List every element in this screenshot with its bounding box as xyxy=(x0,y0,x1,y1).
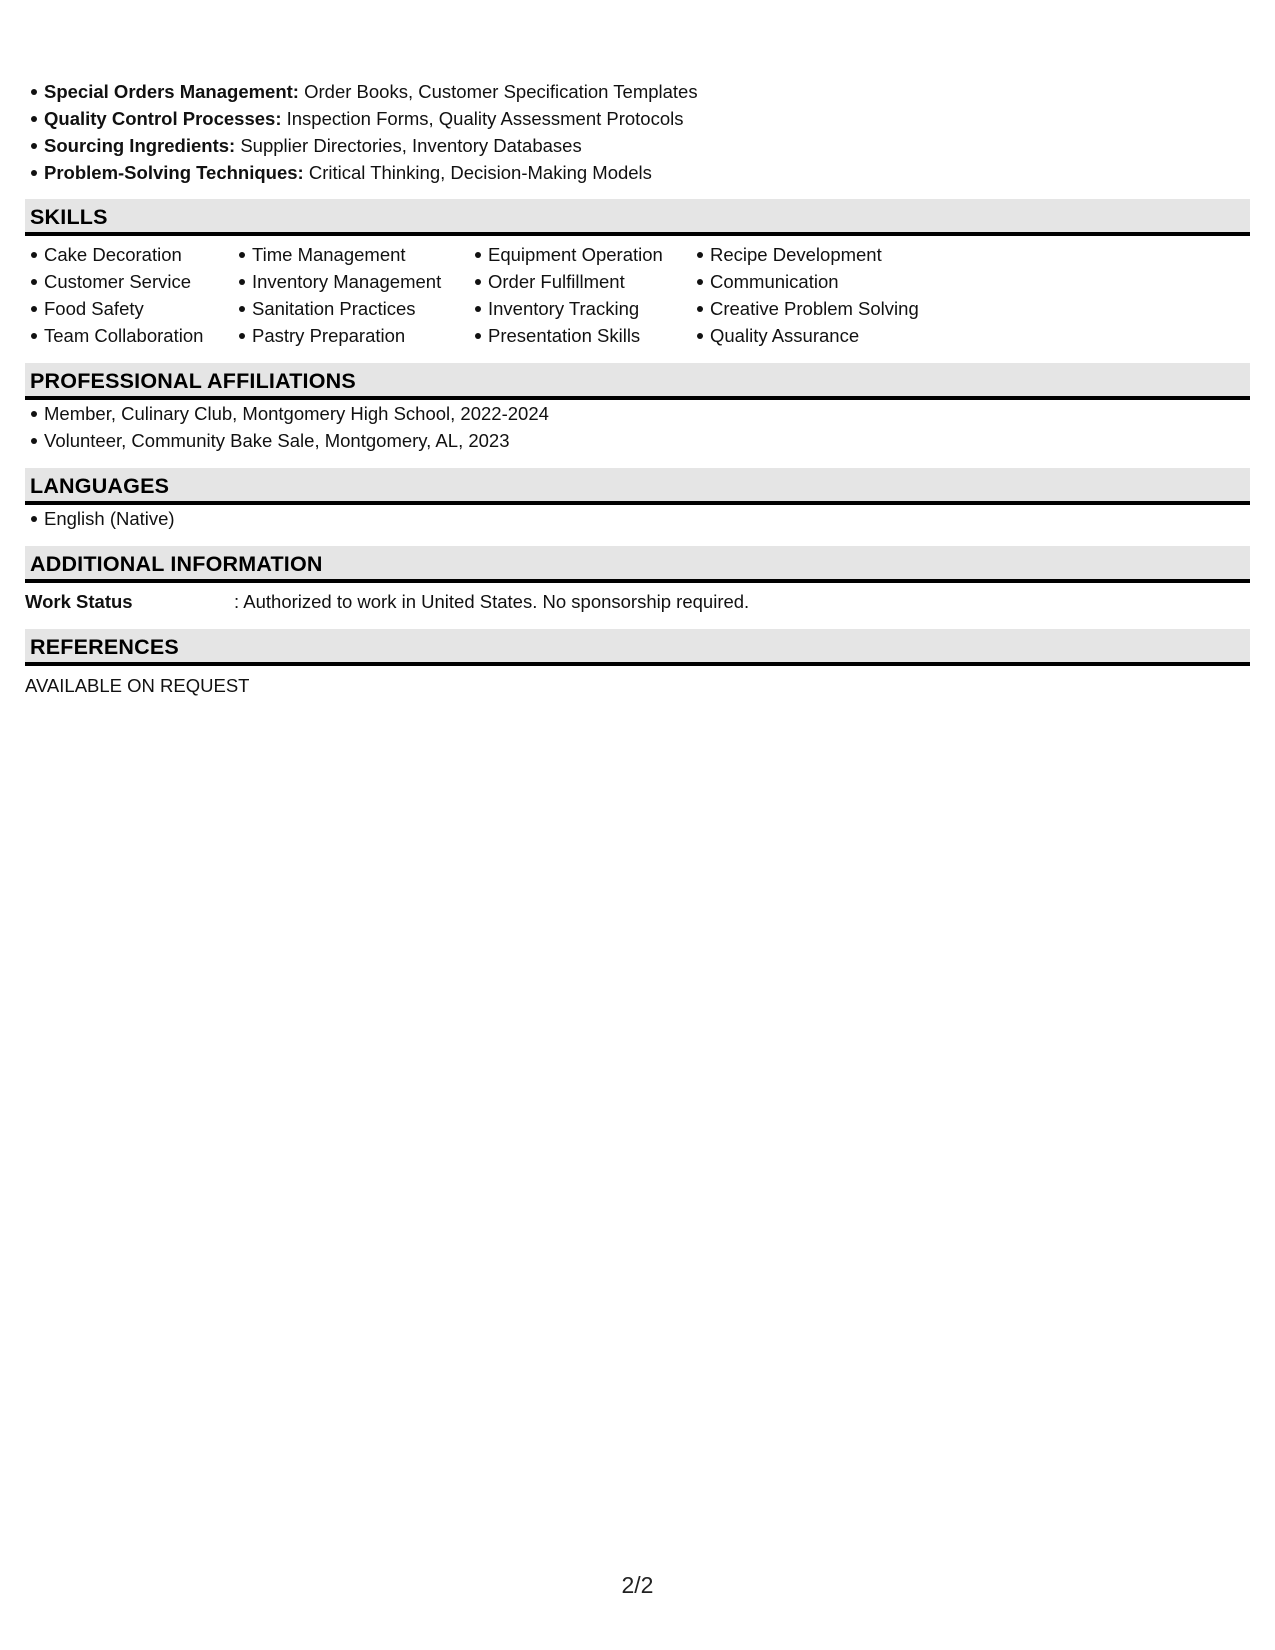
skill-item: Inventory Tracking xyxy=(488,295,691,322)
list-item: Volunteer, Community Bake Sale, Montgomery, AL, 2023 xyxy=(44,427,1250,454)
skill-item: Inventory Management xyxy=(252,268,469,295)
skill-item: Quality Assurance xyxy=(710,322,970,349)
work-status-label: Work Status xyxy=(25,591,133,612)
resume-page xyxy=(25,78,1250,699)
skills-column xyxy=(691,241,970,349)
list-item xyxy=(44,105,1250,132)
skill-item: Food Safety xyxy=(44,295,233,322)
skills-column xyxy=(25,241,233,349)
tool-value: Inspection Forms, Quality Assessment Protocols xyxy=(286,108,684,129)
tool-value: Order Books, Customer Specification Templates xyxy=(304,81,698,102)
affiliations-header: PROFESSIONAL AFFILIATIONS xyxy=(25,363,1250,400)
references-text: AVAILABLE ON REQUEST xyxy=(25,675,250,696)
tool-label: Quality Control Processes: xyxy=(44,108,282,129)
additional-info-header: ADDITIONAL INFORMATION xyxy=(25,546,1250,583)
skill-item: Sanitation Practices xyxy=(252,295,469,322)
skills-column xyxy=(233,241,469,349)
tool-label: Sourcing Ingredients: xyxy=(44,135,236,156)
work-status-value: : Authorized to work in United States. No sponsorship required. xyxy=(234,591,750,612)
tool-value: Supplier Directories, Inventory Databases xyxy=(240,135,582,156)
tools-list xyxy=(25,78,1250,186)
skill-item: Order Fulfillment xyxy=(488,268,691,295)
list-item xyxy=(44,132,1250,159)
tool-value: Critical Thinking, Decision-Making Models xyxy=(308,162,652,183)
tool-label: Special Orders Management: xyxy=(44,81,299,102)
skill-item: Equipment Operation xyxy=(488,241,691,268)
list-item: English (Native) xyxy=(44,505,1250,532)
skills-grid xyxy=(25,241,1250,349)
list-item: Member, Culinary Club, Montgomery High School, 2022-2024 xyxy=(44,400,1250,427)
affiliations-list xyxy=(25,400,1250,454)
languages-list xyxy=(25,505,1250,532)
skill-item: Creative Problem Solving xyxy=(710,295,970,322)
languages-header: LANGUAGES xyxy=(25,468,1250,505)
skills-header: SKILLS xyxy=(25,199,1250,236)
skills-column xyxy=(469,241,691,349)
references-header: REFERENCES xyxy=(25,629,1250,666)
skill-item: Team Collaboration xyxy=(44,322,233,349)
skill-item: Customer Service xyxy=(44,268,233,295)
skill-item: Time Management xyxy=(252,241,469,268)
skill-item: Recipe Development xyxy=(710,241,970,268)
page-number: 2/2 xyxy=(621,1572,654,1598)
tool-label: Problem-Solving Techniques: xyxy=(44,162,304,183)
skill-item: Cake Decoration xyxy=(44,241,233,268)
list-item xyxy=(44,78,1250,105)
skill-item: Communication xyxy=(710,268,970,295)
skill-item: Presentation Skills xyxy=(488,322,691,349)
skill-item: Pastry Preparation xyxy=(252,322,469,349)
work-status-row xyxy=(25,588,1250,615)
list-item xyxy=(44,159,1250,186)
